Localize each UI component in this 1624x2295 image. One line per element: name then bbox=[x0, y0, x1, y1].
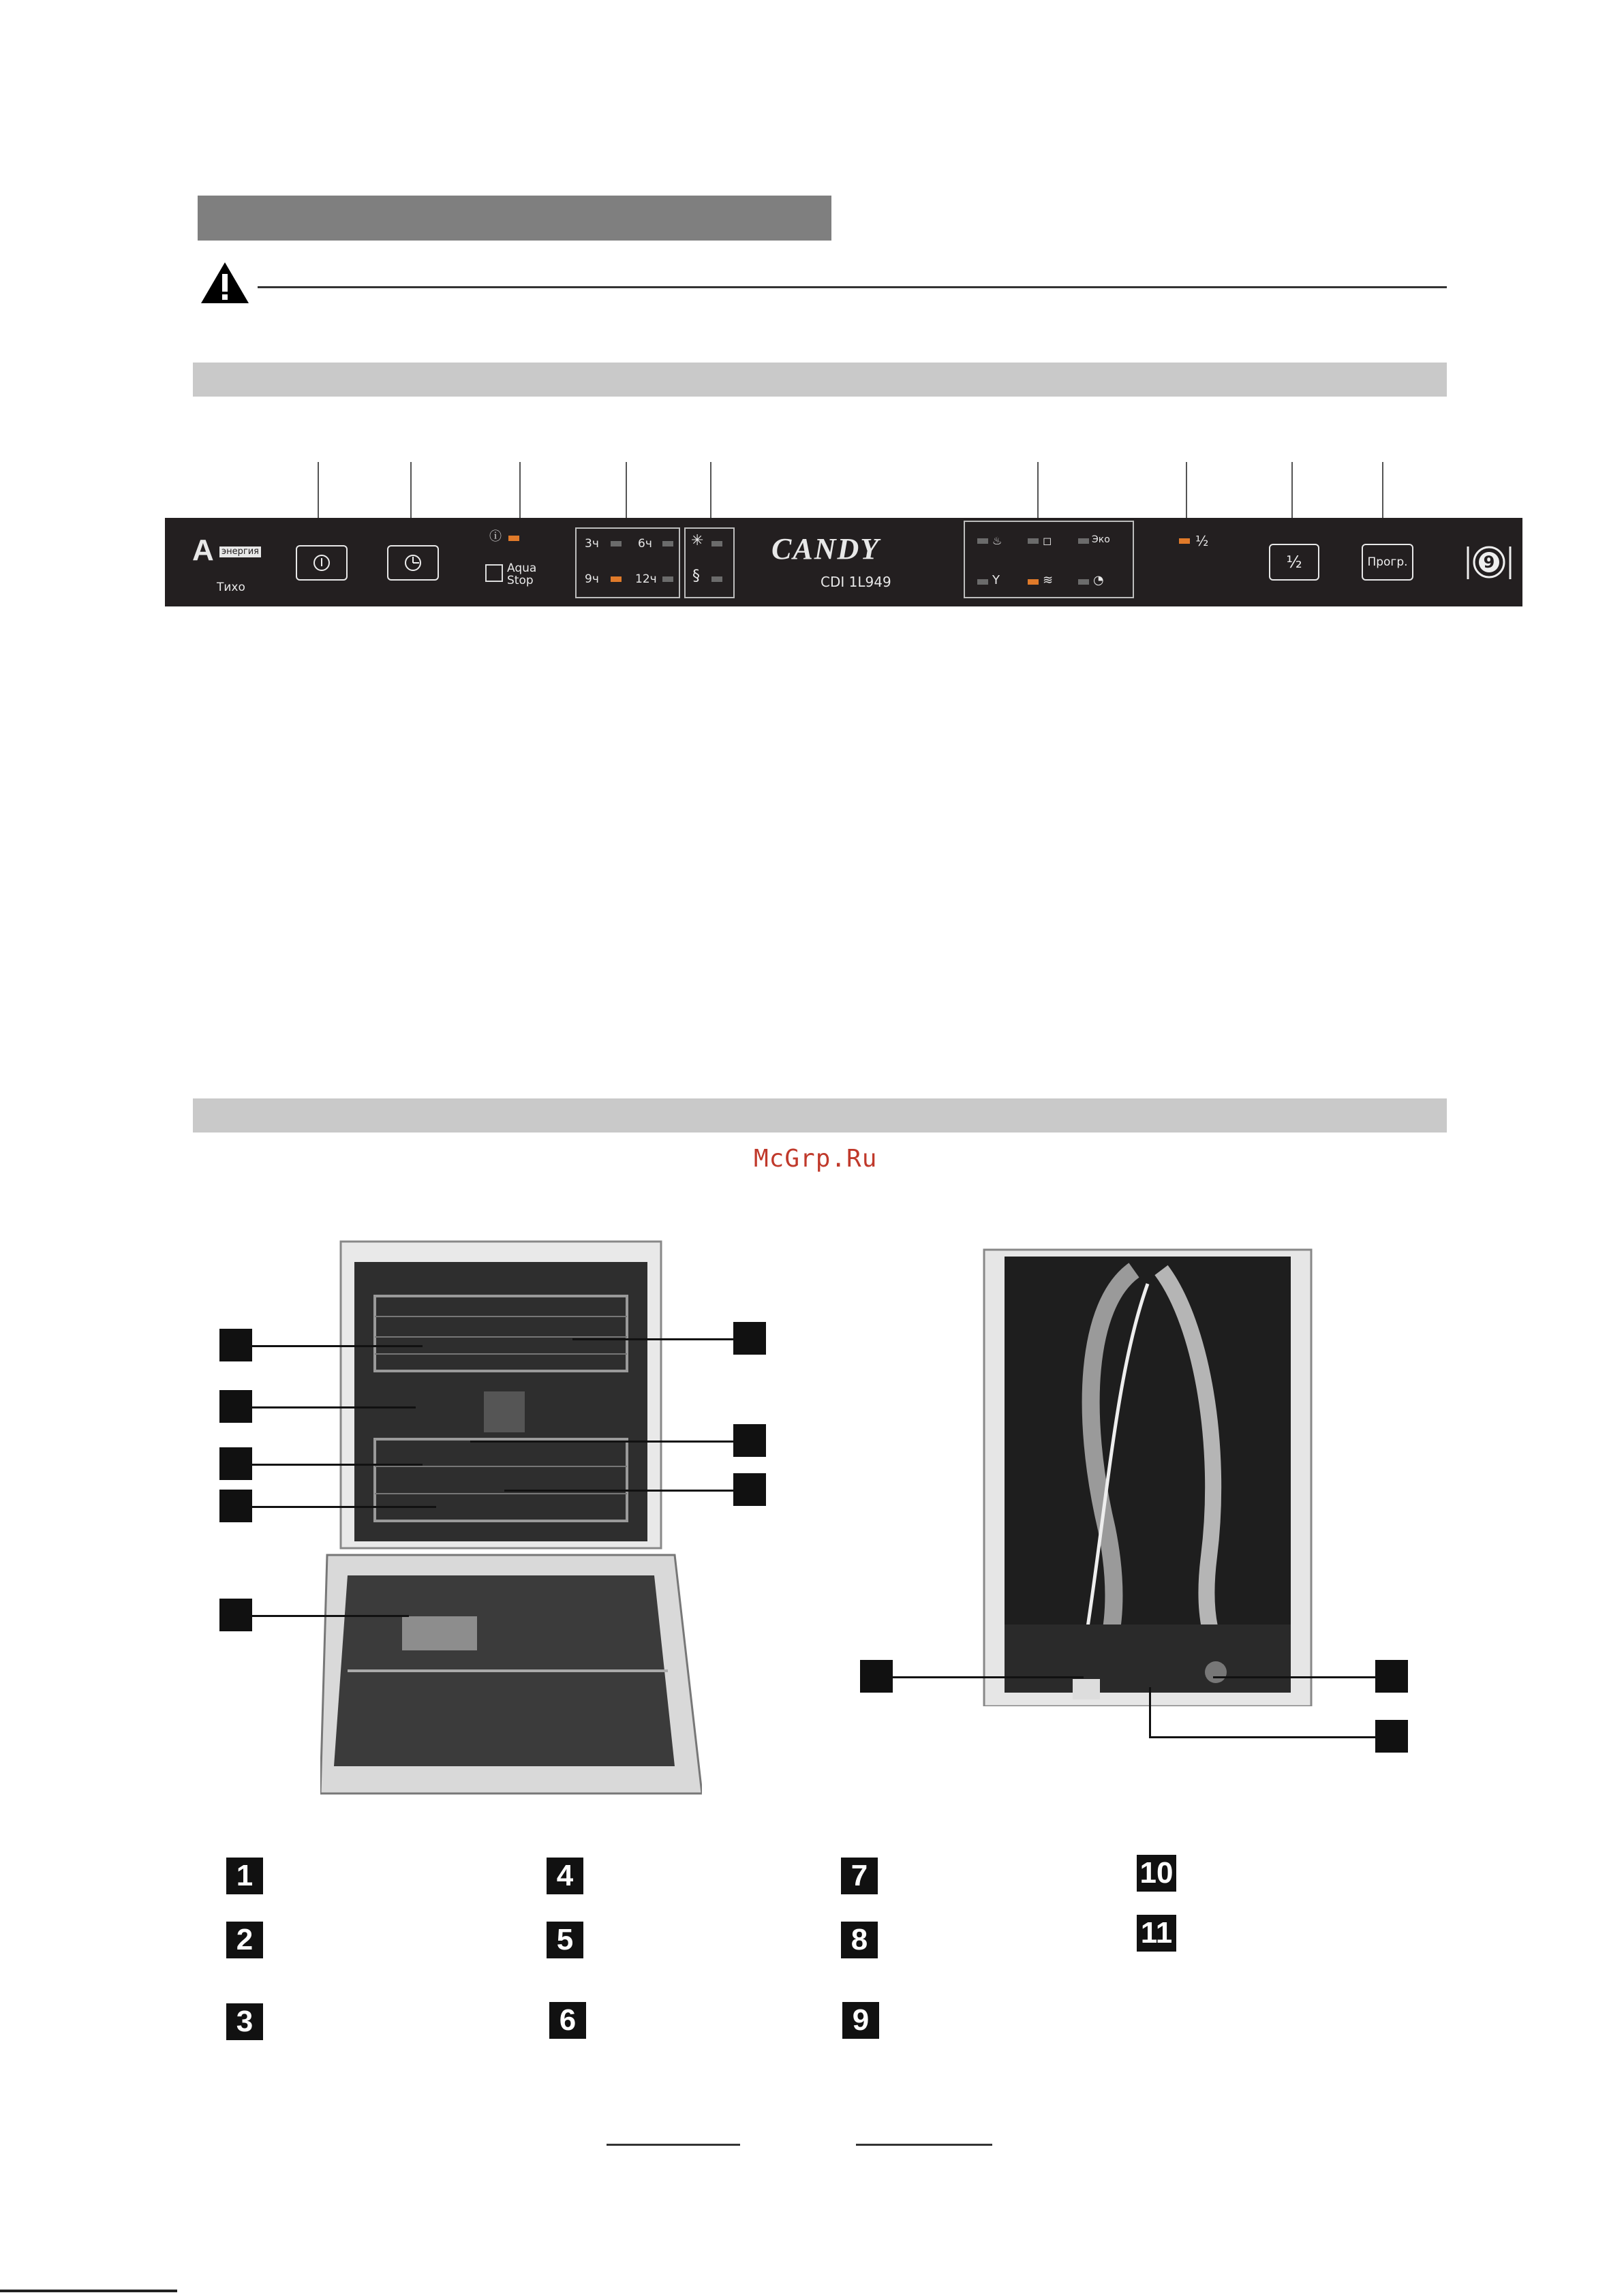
rinse-aid-led bbox=[711, 541, 722, 546]
legend-number-5: 5 bbox=[547, 1922, 583, 1958]
door-indicator-icon: ⓘ bbox=[489, 529, 502, 544]
pointer-back-11-vertical bbox=[1149, 1687, 1151, 1738]
delay-clock-icon bbox=[403, 553, 423, 573]
legend-number-2: 2 bbox=[226, 1922, 263, 1958]
footer-rule-left bbox=[607, 2144, 740, 2146]
legend-number-4: 4 bbox=[547, 1858, 583, 1894]
half-load-led-label: ½ bbox=[1195, 533, 1209, 549]
part-marker-front-5 bbox=[219, 1599, 252, 1631]
legend-number-1: 1 bbox=[226, 1858, 263, 1894]
pointer-front-3 bbox=[252, 1464, 423, 1466]
program-glass-led bbox=[977, 579, 988, 585]
part-marker-front-6 bbox=[733, 1322, 766, 1355]
footer-rule-right bbox=[856, 2144, 992, 2146]
delay-12h-label: 12ч bbox=[635, 572, 657, 586]
legend-number-10: 10 bbox=[1137, 1855, 1176, 1892]
legend-number-3: 3 bbox=[226, 2003, 263, 2040]
program-button-label: Прогр. bbox=[1367, 555, 1408, 569]
pointer-front-2 bbox=[252, 1406, 416, 1408]
half-load-button-label: ½ bbox=[1286, 553, 1302, 572]
delay-3h-led bbox=[611, 541, 622, 546]
title-bar bbox=[198, 196, 831, 241]
part-marker-front-4 bbox=[219, 1490, 252, 1522]
program-normal-led bbox=[1028, 538, 1039, 544]
pointer-front-5 bbox=[252, 1615, 409, 1617]
power-button[interactable] bbox=[296, 545, 348, 581]
part-marker-front-2 bbox=[219, 1390, 252, 1423]
rinse-aid-icon: ✳ bbox=[691, 532, 704, 549]
part-marker-front-8 bbox=[733, 1473, 766, 1506]
brand-logo: CANDY bbox=[771, 532, 880, 566]
part-marker-back-10 bbox=[1375, 1660, 1408, 1693]
legend-number-6: 6 bbox=[549, 2002, 586, 2039]
part-marker-back-9 bbox=[860, 1660, 893, 1693]
program-select-button[interactable] bbox=[1362, 544, 1413, 581]
program-glass-icon: Y bbox=[992, 573, 1000, 587]
delay-6h-led bbox=[662, 541, 673, 546]
pointer-back-9 bbox=[893, 1676, 1084, 1678]
legend-number-11: 11 bbox=[1137, 1915, 1176, 1952]
aqua-label: Aqua bbox=[507, 561, 537, 575]
dishwasher-back-photo bbox=[977, 1243, 1318, 1706]
model-label: CDI 1L949 bbox=[821, 574, 891, 590]
pointer-back-10 bbox=[1213, 1676, 1375, 1678]
delay-9h-label: 9ч bbox=[585, 572, 599, 586]
delay-3h-label: 3ч bbox=[585, 537, 599, 551]
legend-number-9: 9 bbox=[842, 2002, 879, 2039]
program-eco-led bbox=[1078, 538, 1089, 544]
power-icon bbox=[311, 553, 332, 573]
watermark: McGrp.Ru bbox=[754, 1145, 878, 1173]
program-eco-label: Эко bbox=[1092, 534, 1110, 545]
control-panel bbox=[165, 518, 1522, 606]
energy-word: энергия bbox=[219, 546, 261, 557]
program-quick-led bbox=[1078, 579, 1089, 585]
pointer-front-4 bbox=[252, 1506, 436, 1508]
pointer-front-6 bbox=[572, 1338, 733, 1340]
program-intensive-led bbox=[977, 538, 988, 544]
pointer-front-7 bbox=[470, 1441, 733, 1443]
quiet-label: Тихо bbox=[217, 581, 245, 594]
page-bottom-rule bbox=[0, 2290, 177, 2292]
salt-icon: § bbox=[692, 568, 700, 585]
door-led bbox=[508, 536, 519, 541]
stop-label: Stop bbox=[507, 574, 534, 587]
dishwasher-front-photo bbox=[320, 1235, 702, 1814]
warning-triangle-icon bbox=[199, 260, 251, 305]
delay-12h-led bbox=[662, 576, 673, 582]
program-normal-icon: ◻ bbox=[1043, 534, 1052, 547]
half-load-led bbox=[1179, 538, 1190, 544]
energy-class-letter: A bbox=[192, 534, 214, 567]
delay-6h-label: 6ч bbox=[638, 537, 652, 551]
legend-number-7: 7 bbox=[841, 1858, 878, 1894]
pointer-back-11 bbox=[1150, 1736, 1375, 1738]
part-marker-front-1 bbox=[219, 1329, 252, 1361]
program-rapid-led bbox=[1028, 579, 1039, 585]
half-load-button[interactable] bbox=[1269, 544, 1319, 581]
part-marker-back-11 bbox=[1375, 1720, 1408, 1753]
place-settings-number: 9 bbox=[1483, 553, 1495, 572]
section-bar-appliance-parts bbox=[193, 1098, 1447, 1133]
part-marker-front-3 bbox=[219, 1447, 252, 1480]
part-marker-front-7 bbox=[733, 1424, 766, 1457]
salt-led bbox=[711, 576, 722, 582]
program-rapid-icon: ≋ bbox=[1043, 573, 1054, 587]
section-bar-control-panel bbox=[193, 363, 1447, 397]
place-settings-icon bbox=[1462, 541, 1516, 583]
legend-number-8: 8 bbox=[841, 1922, 878, 1958]
pointer-front-1 bbox=[252, 1345, 423, 1347]
delay-9h-led bbox=[611, 576, 622, 582]
warning-rule bbox=[258, 286, 1447, 288]
program-intensive-icon: ♨ bbox=[992, 534, 1002, 547]
delay-start-button[interactable] bbox=[387, 545, 439, 581]
aquastop-icon bbox=[485, 564, 503, 582]
pointer-front-8 bbox=[504, 1490, 733, 1492]
program-quick-icon: ◔ bbox=[1093, 573, 1104, 587]
